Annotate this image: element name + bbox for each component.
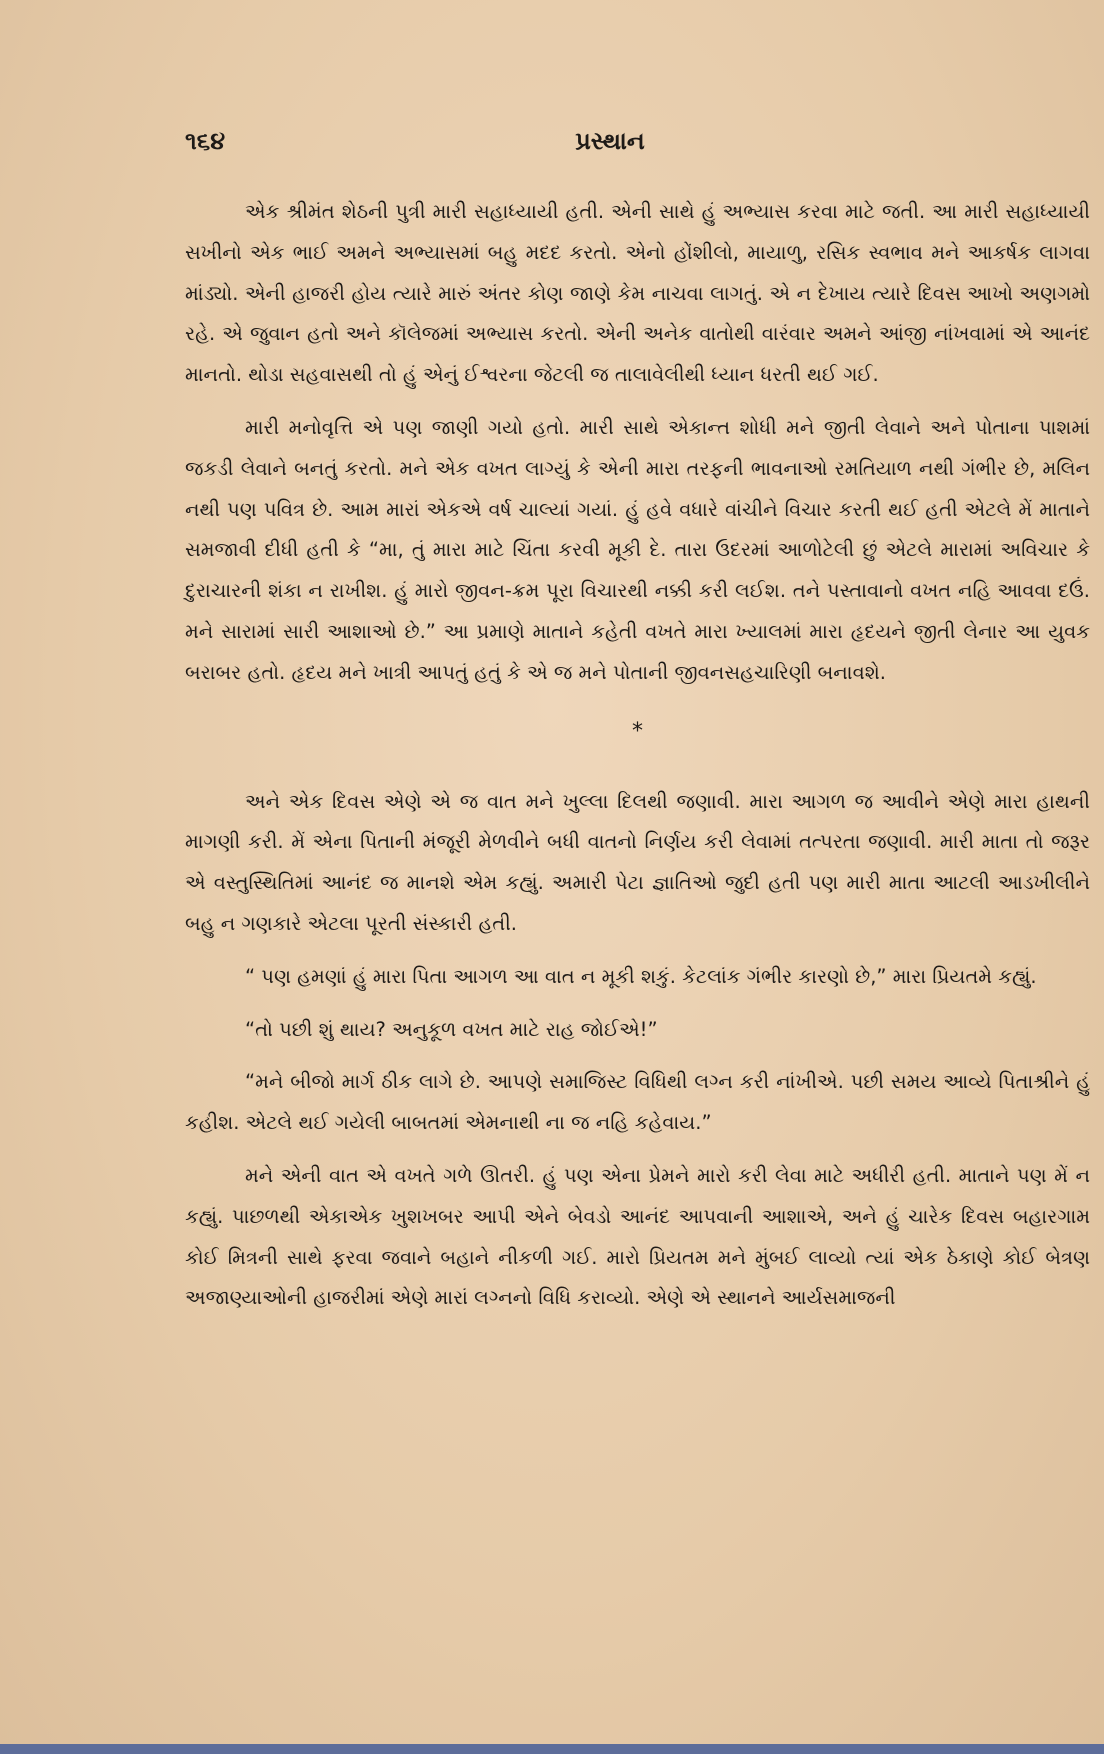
paragraph-3: અને એક દિવસ એણે એ જ વાત મને ખુલ્લા દિલથી જણાવી. મારા આગળ જ આવીને એણે મારા હાથની માગણી કરી. મેં એના પિતાની મંજૂરી મેળવીને બધી વાતનો નિર્ણય કરી લેવામાં તત્પરતા જણાવી. મારી માતા તો જરૂર એ વસ્તુસ્થિતિમાં આનંદ જ માનશે એમ કહ્યું. અમારી પેટા જ્ઞાતિઓ જુદી હતી પણ મારી માતા આટલી આડખીલીને બહુ ન ગણકારે એટલા પૂરતી સંસ્કારી હતી. [185, 789, 1090, 935]
paragraph-4: “ પણ હમણાં હું મારા પિતા આગળ આ વાત ન મૂકી શકું. કેટલાંક ગંભીર કારણો છે,” મારા પ્રિયતમે કહ્યું. [245, 964, 1037, 988]
paragraph-5: “તો પછી શું થાય? અનુકૂળ વખત માટે રાહ જોઈએ!” [245, 1017, 658, 1041]
paragraph-2: મારી મનોવૃત્તિ એ પણ જાણી ગયો હતો. મારી સાથે એકાન્ત શોધી મને જીતી લેવાને અને પોતાના પાશમાં જકડી લેવાને બનતું કરતો. મને એક વખત લાગ્યું કે એની મારા તરફની ભાવનાઓ રમતિયાળ નથી ગંભીર છે, મલિન નથી પણ પવિત્ર છે. આમ મારાં એકએ વર્ષ ચાલ્યાં ગયાં. હું હવે વધારે વાંચીને વિચાર કરતી થઈ હતી એટલે મેં માતાને સમજાવી દીધી હતી કે “મા, તું મારા માટે ચિંતા કરવી મૂકી દે. તારા ઉદરમાં આળોટેલી છું એટલે મારામાં અવિચાર કે દુરાચારની શંકા ન રાખીશ. હું મારો જીવન-ક્રમ પૂરા વિચારથી નક્કી કરી લઈશ. તને પસ્તાવાનો વખત નહિ આવવા દઉં. મને સારામાં સારી આશાઓ છે.” આ પ્રમાણે માતાને કહેતી વખતે મારા ખ્યાલમાં મારા હૃદયને જીતી લેનાર આ યુવક બરાબર હતો. હૃદય મને ખાત્રી આપતું હતું કે એ જ મને પોતાની જીવનસહચારિણી બનાવશે. [185, 415, 1090, 684]
body-text [185, 192, 1090, 1331]
paragraph-1: એક શ્રીમંત શેઠની પુત્રી મારી સહાધ્યાયી હતી. એની સાથે હું અભ્યાસ કરવા માટે જતી. આ મારી સહાધ્યાયી સખીનો એક ભાઈ અમને અભ્યાસમાં બહુ મદદ કરતો. એનો હોંશીલો, માયાળુ, રસિક સ્વભાવ મને આકર્ષક લાગવા માંડ્યો. એની હાજરી હોય ત્યારે મારું અંતર કોણ જાણે કેમ નાચવા લાગતું. એ ન દેખાય ત્યારે દિવસ આખો અણગમો રહે. એ જુવાન હતો અને કૉલેજમાં અભ્યાસ કરતો. એની અનેક વાતોથી વારંવાર અમને આંજી નાંખવામાં એ આનંદ માનતો. થોડા સહવાસથી તો હું એનું ઈશ્વરના જેટલી જ તાલાવેલીથી ધ્યાન ધરતી થઈ ગઈ. [185, 200, 1090, 387]
page-number: ૧૬૪ [185, 127, 226, 155]
section-separator: * [632, 718, 643, 744]
paragraph-6: “મને બીજો માર્ગ ઠીક લાગે છે. આપણે સમાજિસ્ટ વિધિથી લગ્ન કરી નાંખીએ. પછી સમય આવ્યે પિતાશ્રીને હું કહીશ. એટલે થઈ ગયેલી બાબતમાં એમનાથી ના જ નહિ કહેવાય.” [185, 1070, 1090, 1135]
page-header [185, 127, 1035, 167]
paragraph-7: મને એની વાત એ વખતે ગળે ઊતરી. હું પણ એના પ્રેમને મારો કરી લેવા માટે અધીરી હતી. માતાને પણ મેં ન કહ્યું. પાછળથી એકાએક ખુશખબર આપી એને બેવડો આનંદ આપવાની આશાએ, અને હું ચારેક દિવસ બહારગામ કોઈ મિત્રની સાથે ફરવા જવાને બહાને નીકળી ગઈ. મારો પ્રિયતમ મને મુંબઈ લાવ્યો ત્યાં એક ઠેકાણે કોઈ બેત્રણ અજાણ્યાઓની હાજરીમાં એણે મારાં લગ્નનો વિધિ કરાવ્યો. એણે એ સ્થાનને આર્યસમાજની [185, 1163, 1090, 1310]
scan-bottom-edge [0, 1744, 1104, 1754]
running-title: પ્રસ્થાન [575, 127, 645, 155]
